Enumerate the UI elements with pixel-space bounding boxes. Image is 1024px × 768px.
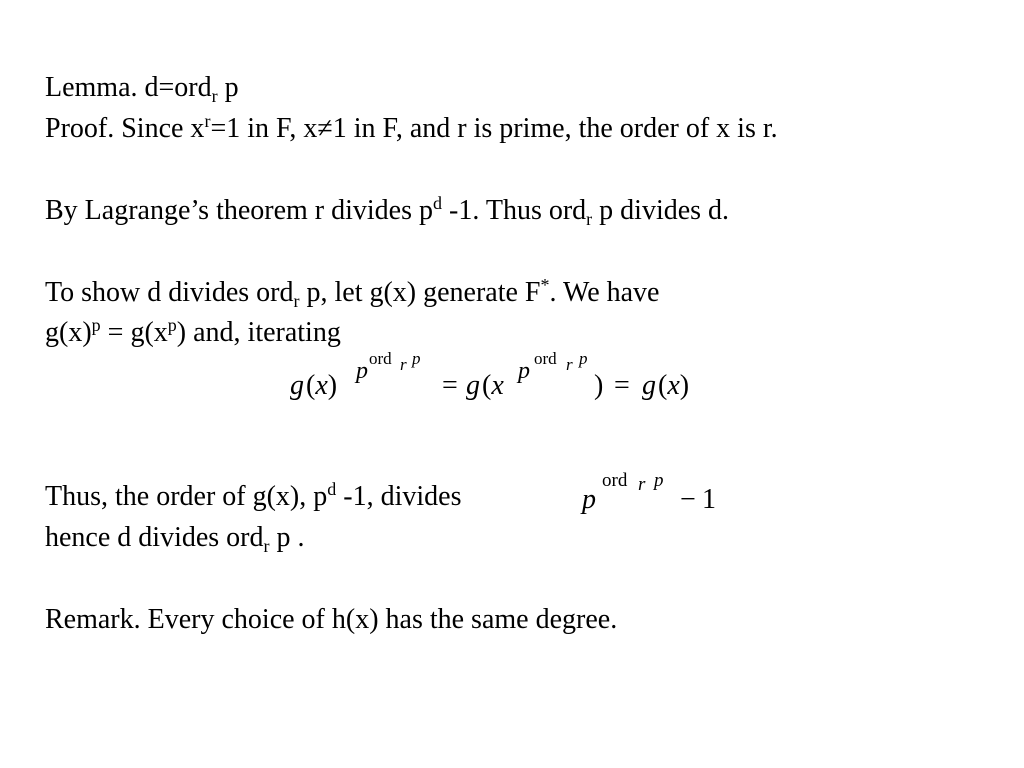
iteration-equation bbox=[290, 348, 710, 408]
eq-exponent-p: p bbox=[518, 358, 530, 384]
superscript-star: * bbox=[540, 275, 550, 295]
thus-order-text-1: Thus, the order of g(x), p bbox=[45, 481, 328, 512]
eq-ord: ord bbox=[369, 349, 392, 368]
expr-exponent-p: p bbox=[654, 470, 664, 491]
proof-text-2: =1 in F, x bbox=[210, 113, 318, 144]
expr-r: r bbox=[638, 474, 646, 495]
eq-open-x: (x bbox=[482, 370, 504, 401]
thus-order-text-2: -1, divides bbox=[336, 481, 462, 512]
expr-one: 1 bbox=[702, 484, 716, 515]
superscript-d: d bbox=[433, 193, 443, 213]
eq-r: r bbox=[566, 355, 573, 374]
hence-line bbox=[45, 522, 305, 556]
eq-g: g bbox=[642, 370, 656, 401]
eq-g: g bbox=[466, 370, 480, 401]
remark-text: Remark. Every choice of h(x) has the same degree. bbox=[45, 604, 618, 635]
expr-p: p bbox=[582, 484, 596, 515]
eq-p: p bbox=[579, 349, 588, 368]
hence-text-1: hence d divides ord bbox=[45, 522, 264, 553]
to-show-text-2: p, let g(x) generate F bbox=[299, 277, 541, 308]
subscript-r: r bbox=[293, 291, 300, 311]
lagrange-text-3: p divides d. bbox=[592, 195, 730, 226]
proof-text-3: 1 in F, and r is prime, the order of x is r. bbox=[332, 113, 778, 144]
superscript-d: d bbox=[327, 479, 337, 499]
eq-p: p bbox=[412, 349, 421, 368]
divisor-expression bbox=[582, 470, 742, 520]
subscript-r: r bbox=[263, 536, 270, 556]
proof-text-1: Proof. Since x bbox=[45, 113, 205, 144]
lemma-line bbox=[45, 72, 239, 106]
iterating-line bbox=[45, 317, 341, 351]
to-show-line bbox=[45, 277, 659, 311]
remark-line bbox=[45, 604, 617, 636]
eq-equals: = bbox=[442, 370, 458, 401]
subscript-r: r bbox=[586, 209, 593, 229]
to-show-text-3: . We have bbox=[549, 277, 660, 308]
to-show-text-1: To show d divides ord bbox=[45, 277, 294, 308]
iterating-text-2: = g(x bbox=[100, 317, 168, 348]
iterating-text-1: g(x) bbox=[45, 317, 92, 348]
eq-paren-x: (x) bbox=[658, 370, 690, 401]
expr-minus: − bbox=[680, 484, 696, 515]
eq-paren-x: (x) bbox=[306, 370, 338, 401]
superscript-r: r bbox=[204, 111, 211, 131]
iterating-text-3: ) and, iterating bbox=[176, 317, 341, 348]
eq-equals: = bbox=[614, 370, 630, 401]
eq-close-paren: ) bbox=[594, 370, 604, 401]
lemma-text: Lemma. d=ord bbox=[45, 72, 212, 103]
lemma-suffix: p bbox=[217, 72, 239, 103]
subscript-r: r bbox=[211, 86, 218, 106]
proof-line bbox=[45, 113, 778, 147]
eq-g: g bbox=[290, 370, 304, 401]
lagrange-text-1: By Lagrange’s theorem r divides p bbox=[45, 195, 434, 226]
not-equal-symbol: ≠ bbox=[317, 113, 333, 144]
eq-exponent-p: p bbox=[356, 358, 368, 384]
lagrange-line bbox=[45, 195, 729, 229]
eq-ord: ord bbox=[534, 349, 557, 368]
superscript-p: p bbox=[167, 315, 177, 335]
superscript-p: p bbox=[91, 315, 101, 335]
expr-ord: ord bbox=[602, 470, 628, 491]
eq-r: r bbox=[400, 355, 407, 374]
thus-order-line bbox=[45, 481, 461, 515]
lagrange-text-2: -1. Thus ord bbox=[442, 195, 587, 226]
hence-text-2: p . bbox=[269, 522, 305, 553]
